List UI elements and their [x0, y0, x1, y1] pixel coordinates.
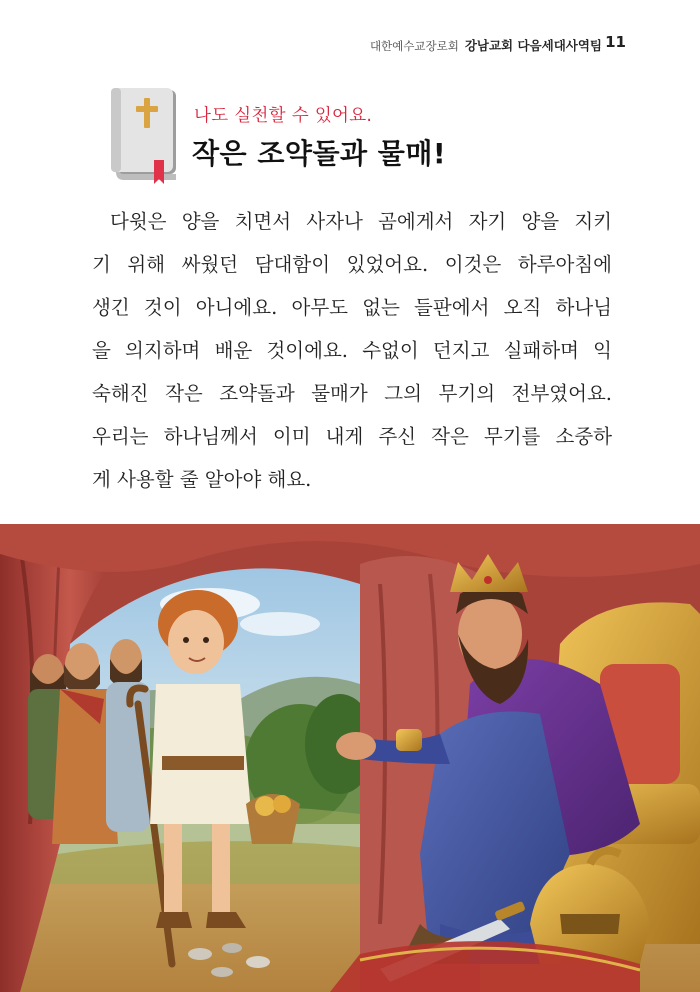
paragraph-line: 우리는 하나님께서 이미 내게 주신 작은 무기를 소중하	[92, 425, 612, 448]
paragraph-line: 숙해진 작은 조약돌과 물매가 그의 무기의 전부였어요.	[92, 382, 612, 405]
paragraph-line: 다윗은 양을 치면서 사자나 곰에게서 자기 양을 지키	[110, 210, 612, 233]
background-men	[28, 639, 150, 844]
page-header	[369, 33, 626, 54]
section-subtitle: 나도 실천할 수 있어요.	[194, 106, 373, 126]
page-number: 11	[605, 33, 626, 51]
paragraph-line: 게 사용할 줄 알아야 해요.	[92, 468, 312, 491]
body-paragraph	[92, 200, 612, 501]
section-title: 작은 조약돌과 물매!	[192, 137, 447, 170]
bible-book-icon	[108, 88, 180, 184]
paragraph-line: 생긴 것이 아니에요. 아무도 없는 들판에서 오직 하나님	[92, 296, 612, 319]
church-team-name: 강남교회 다음세대사역팀	[464, 38, 602, 53]
paragraph-line: 을 의지하며 배운 것이에요. 수없이 던지고 실패하며 익	[92, 339, 612, 362]
organization-name: 대한예수교장로회	[369, 39, 459, 53]
paragraph-line: 기 위해 싸웠던 담대함이 있었어요. 이것은 하루아침에	[92, 253, 612, 276]
illustration-david-before-king	[0, 524, 700, 992]
